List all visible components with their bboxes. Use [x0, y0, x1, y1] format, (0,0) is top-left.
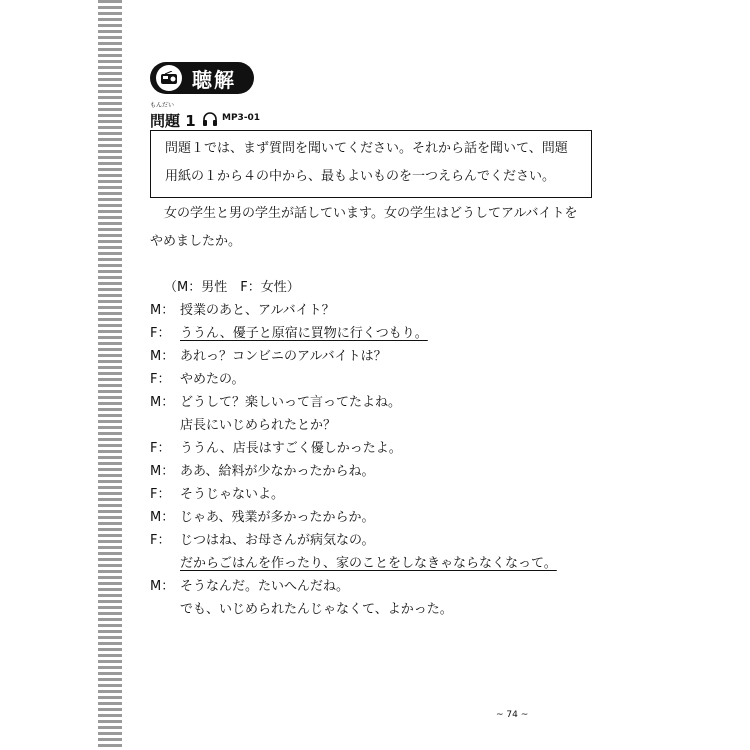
section-title: 聴解	[192, 67, 236, 92]
utterance: でも、いじめられたんじゃなくて、よかった。	[180, 602, 453, 617]
speaker: F：	[150, 533, 171, 548]
utterance: あれっ？コンビニのアルバイトは？	[180, 349, 387, 364]
page	[150, 0, 620, 750]
utterance: じゃあ、残業が多かったからか。	[180, 510, 375, 525]
dialogue-line	[150, 321, 620, 344]
dialogue-line	[150, 367, 620, 390]
speaker: M：	[150, 579, 175, 594]
problem-label: 問題 1	[150, 112, 196, 130]
speaker-legend: （M：男性 F：女性）	[164, 280, 300, 295]
scenario-line: やめましたか。	[150, 234, 242, 249]
dialogue-line	[150, 298, 620, 321]
dialogue-line	[150, 528, 620, 551]
dialogue-line	[150, 390, 620, 413]
speaker: F：	[150, 441, 171, 456]
headphone-icon	[202, 111, 218, 127]
utterance: だからごはんを作ったり、家のことをしなきゃならなくなって。	[180, 556, 557, 571]
utterance: ううん、店長はすごく優しかったよ。	[180, 441, 402, 456]
dialogue-line	[150, 344, 620, 367]
utterance: じつはね、お母さんが病気なの。	[180, 533, 375, 548]
page-edge-stripes	[98, 0, 122, 750]
speaker: M：	[150, 464, 175, 479]
dialogue	[150, 298, 620, 620]
utterance: ああ、給料が少なかったからね。	[180, 464, 375, 479]
dialogue-line	[150, 597, 620, 620]
utterance: ううん、優子と原宿に買物に行くつもり。	[180, 326, 428, 341]
problem-ruby: もんだい	[150, 102, 175, 109]
scenario-text	[150, 200, 610, 256]
instructions-line: 用紙の１から４の中から、最もよいものを一つえらんでください。	[165, 169, 556, 184]
speaker: M：	[150, 510, 175, 525]
dialogue-line	[150, 436, 620, 459]
dialogue-line	[150, 482, 620, 505]
instructions-box	[150, 130, 592, 198]
section-header	[150, 62, 254, 94]
speaker: F：	[150, 372, 171, 387]
dialogue-line	[150, 505, 620, 528]
speaker: F：	[150, 326, 171, 341]
utterance: 授業のあと、アルバイト？	[180, 303, 335, 318]
radio-icon	[156, 65, 182, 91]
speaker: M：	[150, 349, 175, 364]
dialogue-line	[150, 574, 620, 597]
dialogue-line	[150, 551, 620, 574]
utterance: そうじゃないよ。	[180, 487, 285, 502]
speaker: F：	[150, 487, 171, 502]
page-number: ~ 74 ~	[496, 710, 529, 720]
section-pill	[150, 62, 254, 94]
utterance: どうして？楽しいって言ってたよね。	[180, 395, 402, 410]
instructions-line: 問題１では、まず質問を聞いてください。それから話を聞いて、問題	[165, 141, 568, 156]
utterance: 店長にいじめられたとか？	[180, 418, 337, 433]
speaker: M：	[150, 395, 175, 410]
speaker: M：	[150, 303, 175, 318]
audio-track-label: MP3-01	[222, 113, 261, 123]
utterance: そうなんだ。たいへんだね。	[180, 579, 350, 594]
dialogue-line	[150, 459, 620, 482]
scenario-line: 女の学生と男の学生が話しています。女の学生はどうしてアルバイトを	[164, 206, 578, 221]
utterance: やめたの。	[180, 372, 245, 387]
dialogue-line	[150, 413, 620, 436]
